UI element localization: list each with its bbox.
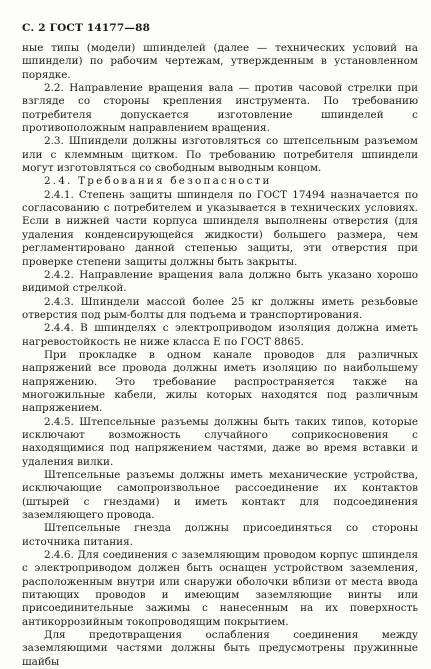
paragraph-2-4-1: 2.4.1. Степень защиты шпинделя по ГОСТ 17494 назначается по согласованию с потребителем и указывается в технических условиях. Если в нижней части корпуса шпинделя выполнены отверстия (для удаления конденсирующейся жидкости) большего размера, чем регламентировано данной степенью защиты, эти отверстия при проверке степени защиты должны быть закрыты. <box>22 188 418 268</box>
section-heading-safety: 2.4. Требования безопасности <box>44 175 272 188</box>
paragraph-2-4-6: 2.4.6. Для соединения с заземляющим проводом корпус шпинделя с электроприводом должен быть оснащен устройством заземления, расположенным внутри или снаружи оболочки вблизи от места ввода питающих проводов и имеющим заземляющие винты или присоединительные зажимы с нанесенным на их поверхность антикоррозийным токопроводящим покрытием. <box>22 549 418 628</box>
paragraph-2-4-3: 2.4.3. Шпиндели массой более 25 кг должны иметь резьбовые отверстия под рым-болты для подъема и транспортирования. <box>22 295 418 321</box>
paragraph-2-4-2: 2.4.2. Направление вращения вала должно быть указано хорошо видимой стрелкой. <box>22 268 418 295</box>
paragraph-2-3: 2.3. Шпиндели должны изготовляться со штепсельным разъемом или с клеммным щитком. По требованию потребителя шпиндели могут изготовляться со свободным выводным концом. <box>22 135 418 175</box>
paragraph-2-4-4: 2.4.4. В шпинделях с электроприводом изоляция должна иметь нагревостойкость не ниже класса Е по ГОСТ 8865. <box>22 322 418 348</box>
paragraph-sockets: Штепсельные гнезда должны присоединяться со стороны источника питания. <box>22 522 418 548</box>
paragraph-2-4-5: 2.4.5. Штепсельные разъемы должны быть таких типов, которые исключают возможность случайного соприкосновения с находящимися под напряжением частями, даже во время вставки и удаления вилки. <box>22 415 418 468</box>
paragraph-2-2: 2.2. Направление вращения вала — против часовой стрелки при взгляде со стороны крепления инструмента. По требованию потребителя допускается изготовление шпинделей с противоположным направлением вращения. <box>22 82 418 135</box>
paragraph-connectors: Штепсельные разъемы должны иметь механические устройства, исключающие самопроизвольное рассоединение их контактов (штырей с гнездами) и иметь контакт для подсоединения заземляющего провода. <box>22 469 418 522</box>
body-text <box>22 42 418 669</box>
paragraph-wiring: При прокладке в одном канале проводов для различных напряжений все провода должны иметь изоляцию по наибольшему напряжению. Это требование распространяется также на многожильные кабели, жилы которых находятся под различным напряжением. <box>22 348 418 415</box>
page-header: С. 2 ГОСТ 14177—88 <box>22 22 151 34</box>
paragraph-washers: Для предотвращения ослабления соединения между заземляющими частями должны быть предусмотрены пружинные шайбы <box>22 629 418 668</box>
paragraph-continuation: ные типы (модели) шпинделей (далее — технических условий на шпиндели) по рабочим чертежам, утвержденным в установленном порядке. <box>22 42 418 81</box>
